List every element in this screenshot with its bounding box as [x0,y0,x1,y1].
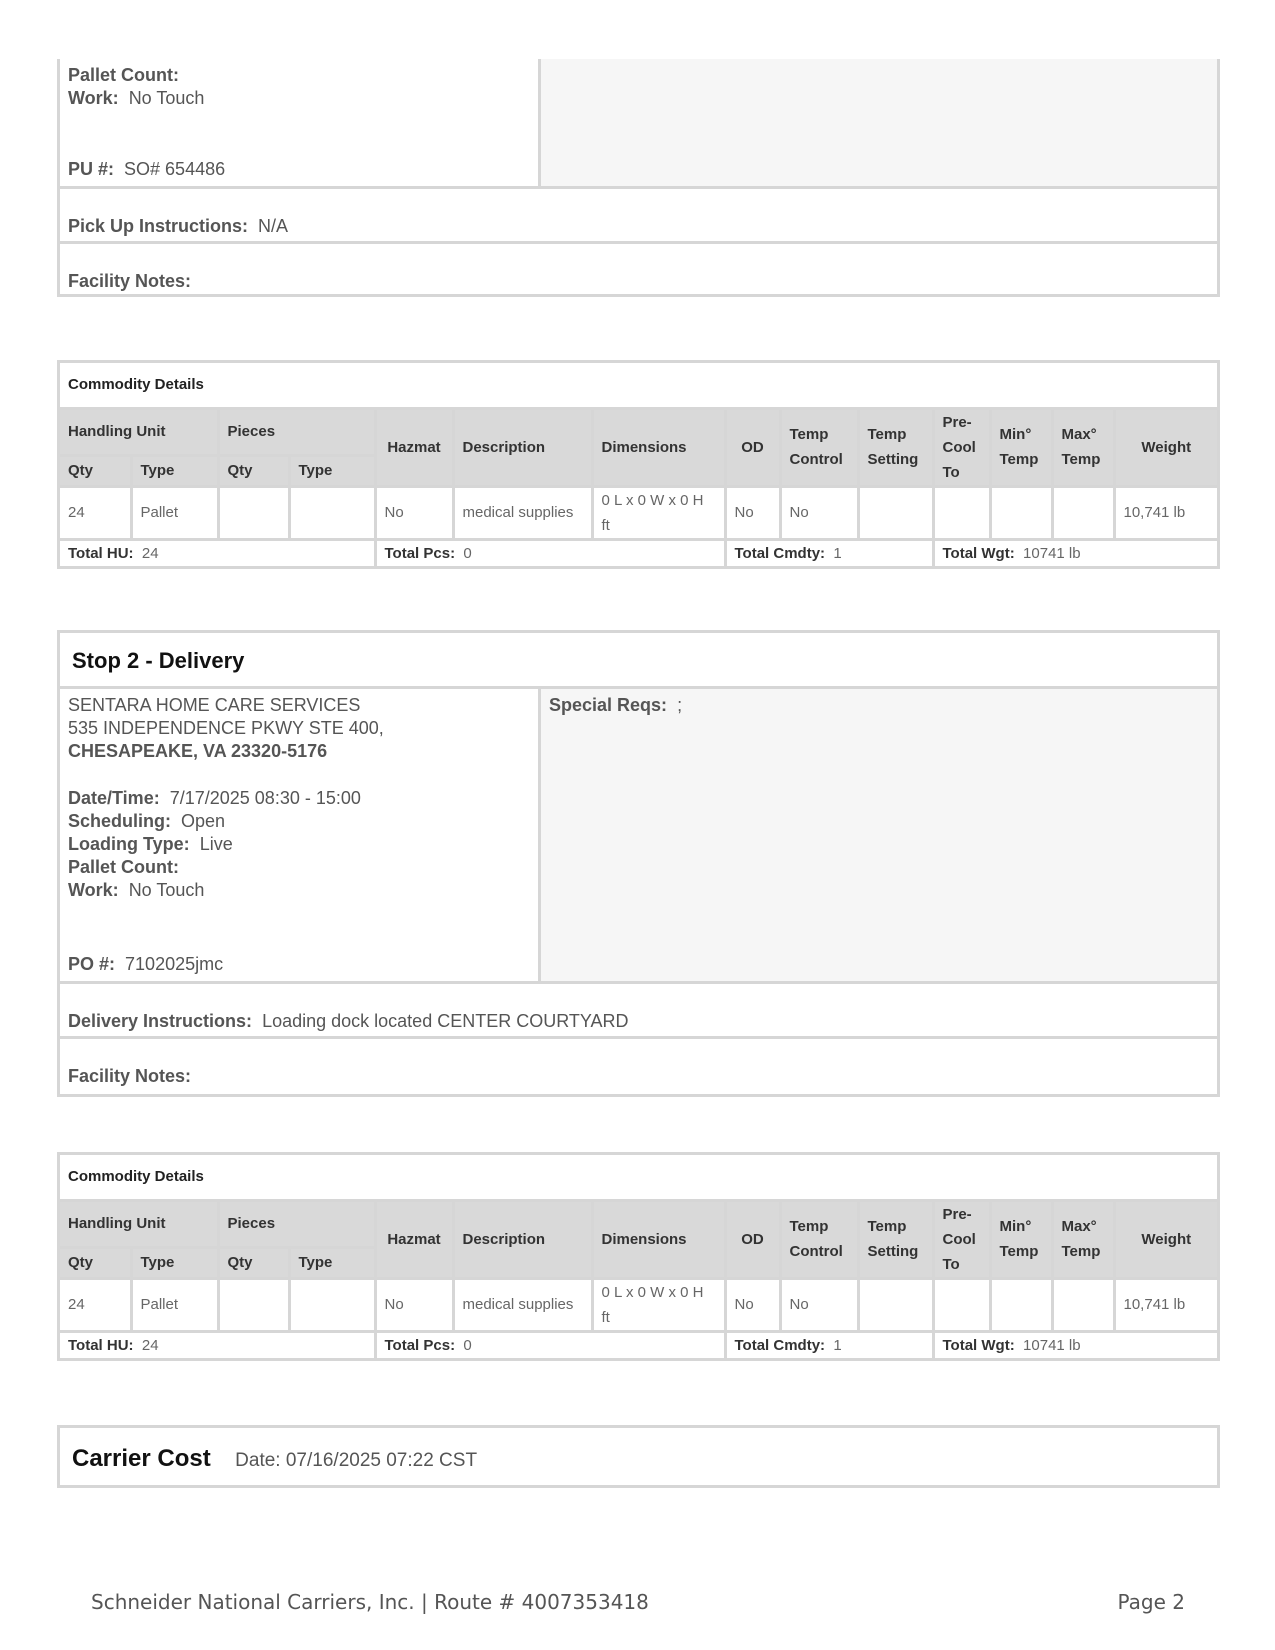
header-max-temp: Max° Temp [1052,408,1114,486]
header-pc-type: Type [289,1247,375,1278]
header-pc-qty: Qty [218,1247,289,1278]
header-description: Description [453,408,592,486]
pickup-instructions-label: Pick Up Instructions: [68,216,249,236]
stop2-address: 535 INDEPENDENCE PKWY STE 400, [68,718,384,738]
scheduling-label: Scheduling: [68,811,171,831]
stop2-special-panel [541,689,1217,981]
header-min-temp: Min° Temp [990,1200,1052,1278]
header-handling-unit: Handling Unit [60,1200,218,1247]
cell-od: No [725,486,780,539]
cell-temp-control: No [780,1278,858,1331]
total-wgt: Total Wgt: 10741 lb [933,539,1217,566]
cell-hu-type: Pallet [131,486,218,539]
cell-pc-qty [218,486,289,539]
cell-max-temp [1052,1278,1114,1331]
header-od: OD [725,1200,780,1278]
stop2-details [60,689,541,981]
header-od: OD [725,408,780,486]
cell-temp-control: No [780,486,858,539]
header-temp-control: Temp Control [780,408,858,486]
cell-pc-type [289,486,375,539]
header-weight: Weight [1114,1200,1217,1278]
cell-hazmat: No [375,486,453,539]
cell-hazmat: No [375,1278,453,1331]
stop1-special-panel [541,59,1217,186]
cell-pc-qty [218,1278,289,1331]
stop2-delivery [57,630,1220,1097]
header-min-temp: Min° Temp [990,408,1052,486]
work-label: Work: [68,880,119,900]
commodity-table [60,1155,1217,1358]
total-cmdty: Total Cmdty: 1 [725,539,933,566]
commodity-details-2 [57,1152,1220,1361]
header-hu-type: Type [131,455,218,486]
header-dimensions: Dimensions [592,1200,725,1278]
commodity-caption: Commodity Details [60,363,1217,408]
total-cmdty: Total Cmdty: 1 [725,1331,933,1358]
delivery-instructions-row [60,984,1217,1039]
work-value: No Touch [128,88,205,108]
work-value: No Touch [128,880,205,900]
header-hazmat: Hazmat [375,408,453,486]
cell-temp-setting [858,1278,933,1331]
commodity-caption: Commodity Details [60,1155,1217,1200]
header-pieces: Pieces [218,1200,375,1247]
special-reqs-label: Special Reqs: [549,695,668,715]
header-temp-setting: Temp Setting [858,1200,933,1278]
facility-notes-label: Facility Notes: [68,1066,192,1086]
cell-pre-cool [933,486,990,539]
footer-page-number: Page 2 [1117,1590,1185,1614]
carrier-cost [57,1425,1220,1488]
commodity-table [60,363,1217,566]
cell-description: medical supplies [453,1278,592,1331]
cell-dimensions: 0 L x 0 W x 0 H ft [592,486,725,539]
total-wgt: Total Wgt: 10741 lb [933,1331,1217,1358]
pallet-count-label: Pallet Count: [68,65,179,85]
totals-row [60,539,1217,566]
footer-route: Schneider National Carriers, Inc. | Route # 4007353418 [91,1590,649,1614]
loading-type-value: Live [199,834,233,854]
total-hu: Total HU: 24 [60,1331,375,1358]
header-dimensions: Dimensions [592,408,725,486]
header-temp-setting: Temp Setting [858,408,933,486]
scheduling-value: Open [181,811,226,831]
header-handling-unit: Handling Unit [60,408,218,455]
stop2-city: CHESAPEAKE, VA 23320-5176 [68,741,328,761]
stop1-continuation [57,59,1220,297]
total-pcs: Total Pcs: 0 [375,539,725,566]
carrier-cost-title: Carrier Cost [72,1445,211,1472]
pu-value: SO# 654486 [124,159,226,179]
header-temp-control: Temp Control [780,1200,858,1278]
cell-min-temp [990,1278,1052,1331]
table-row [60,486,1217,539]
total-pcs: Total Pcs: 0 [375,1331,725,1358]
loading-type-label: Loading Type: [68,834,190,854]
pickup-instructions-row [60,189,1217,244]
header-weight: Weight [1114,408,1217,486]
cell-min-temp [990,486,1052,539]
header-pre-cool: Pre-Cool To [933,1200,990,1278]
carrier-cost-date: Date: 07/16/2025 07:22 CST [235,1450,478,1471]
cell-dimensions: 0 L x 0 W x 0 H ft [592,1278,725,1331]
table-row [60,1278,1217,1331]
header-hu-qty: Qty [60,1247,131,1278]
stop1-details [60,59,541,186]
pallet-count-label: Pallet Count: [68,857,179,877]
header-pc-type: Type [289,455,375,486]
facility-notes-row [60,1039,1217,1094]
total-hu: Total HU: 24 [60,539,375,566]
cell-weight: 10,741 lb [1114,486,1217,539]
po-value: 7102025jmc [125,954,224,974]
cell-temp-setting [858,486,933,539]
cell-max-temp [1052,486,1114,539]
header-pre-cool: Pre-Cool To [933,408,990,486]
header-hu-qty: Qty [60,455,131,486]
datetime-label: Date/Time: [68,788,160,808]
cell-pre-cool [933,1278,990,1331]
header-hu-type: Type [131,1247,218,1278]
delivery-instructions-label: Delivery Instructions: [68,1011,253,1031]
po-label: PO #: [68,954,116,974]
header-pieces: Pieces [218,408,375,455]
datetime-value: 7/17/2025 08:30 - 15:00 [169,788,361,808]
cell-hu-qty: 24 [60,1278,131,1331]
stop2-title: Stop 2 - Delivery [60,633,1217,689]
cell-hu-qty: 24 [60,486,131,539]
delivery-instructions-value: Loading dock located CENTER COURTYARD [262,1011,629,1031]
header-description: Description [453,1200,592,1278]
stop2-name: SENTARA HOME CARE SERVICES [68,695,361,715]
header-pc-qty: Qty [218,455,289,486]
work-label: Work: [68,88,119,108]
pickup-instructions-value: N/A [258,216,289,236]
totals-row [60,1331,1217,1358]
pu-label: PU #: [68,159,115,179]
cell-pc-type [289,1278,375,1331]
cell-od: No [725,1278,780,1331]
header-max-temp: Max° Temp [1052,1200,1114,1278]
facility-notes-label: Facility Notes: [68,271,192,291]
cell-weight: 10,741 lb [1114,1278,1217,1331]
cell-hu-type: Pallet [131,1278,218,1331]
special-reqs-value: ; [677,695,683,715]
facility-notes-row [60,244,1217,299]
commodity-details-1 [57,360,1220,569]
header-hazmat: Hazmat [375,1200,453,1278]
cell-description: medical supplies [453,486,592,539]
